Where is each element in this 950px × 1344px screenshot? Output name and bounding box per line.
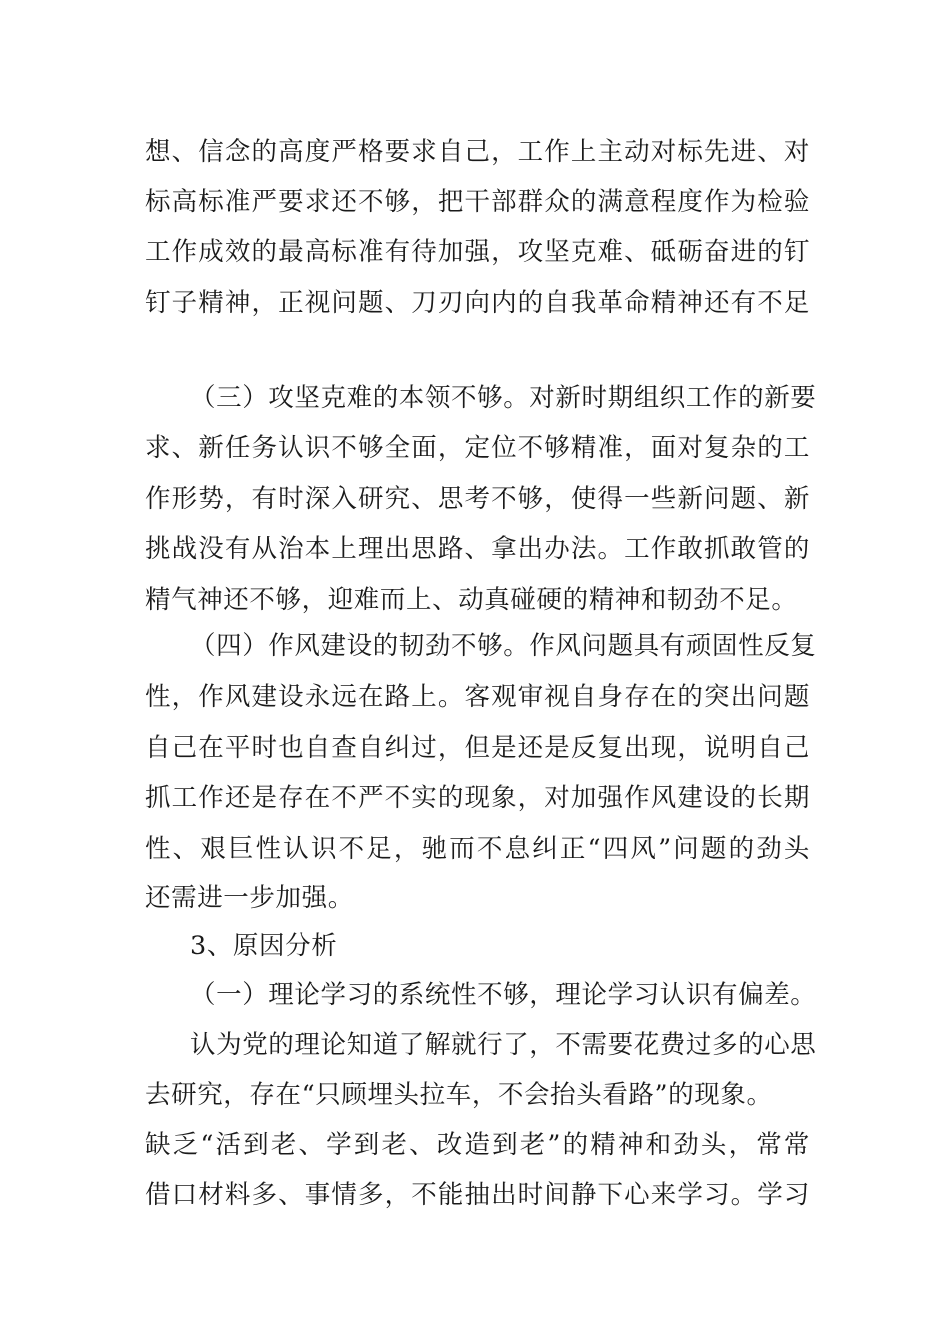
text-line: 自己在平时也自查自纠过，但是还是反复出现，说明自己 — [145, 733, 810, 763]
text-line: 精气神还不够，迎难而上、动真碰硬的精神和韧劲不足。 — [145, 585, 798, 615]
text-line: 认为党的理论知道了解就行了，不需要花费过多的心思 — [190, 1030, 817, 1060]
text-line: 去研究，存在“只顾埋头拉车，不会抬头看路”的现象。 — [145, 1080, 773, 1110]
text-line: 缺乏“活到老、学到老、改造到老”的精神和劲头，常常 — [145, 1130, 810, 1160]
text-line: 作形势，有时深入研究、思考不够，使得一些新问题、新 — [145, 484, 810, 514]
text-line: 借口材料多、事情多，不能抽出时间静下心来学习。学习 — [145, 1180, 810, 1210]
paragraph-heading-one: （一）理论学习的系统性不够，理论学习认识有偏差。 — [190, 980, 817, 1010]
paragraph-heading-four: （四）作风建设的韧劲不够。作风问题具有顽固性反复 — [190, 631, 817, 661]
text-line: 工作成效的最高标准有待加强，攻坚克难、砥砺奋进的钉 — [145, 237, 810, 267]
text-line: 求、新任务认识不够全面，定位不够精准，面对复杂的工 — [145, 433, 810, 463]
text-line: 性、艰巨性认识不足，驰而不息纠正“四风”问题的劲头 — [145, 834, 810, 864]
text-line: 性，作风建设永远在路上。客观审视自身存在的突出问题 — [145, 682, 810, 712]
section-heading: 3、原因分析 — [190, 931, 338, 961]
text-line: 想、信念的高度严格要求自己，工作上主动对标先进、对 — [145, 137, 810, 167]
text-line: 标高标准严要求还不够，把干部群众的满意程度作为检验 — [145, 187, 810, 217]
text-line: 抓工作还是存在不严不实的现象，对加强作风建设的长期 — [145, 783, 810, 813]
text-line: 钉子精神，正视问题、刀刃向内的自我革命精神还有不足 — [145, 288, 810, 318]
text-line: 还需进一步加强。 — [145, 883, 354, 913]
paragraph-heading-three: （三）攻坚克难的本领不够。对新时期组织工作的新要 — [190, 383, 817, 413]
text-line: 挑战没有从治本上理出思路、拿出办法。工作敢抓敢管的 — [145, 534, 810, 564]
